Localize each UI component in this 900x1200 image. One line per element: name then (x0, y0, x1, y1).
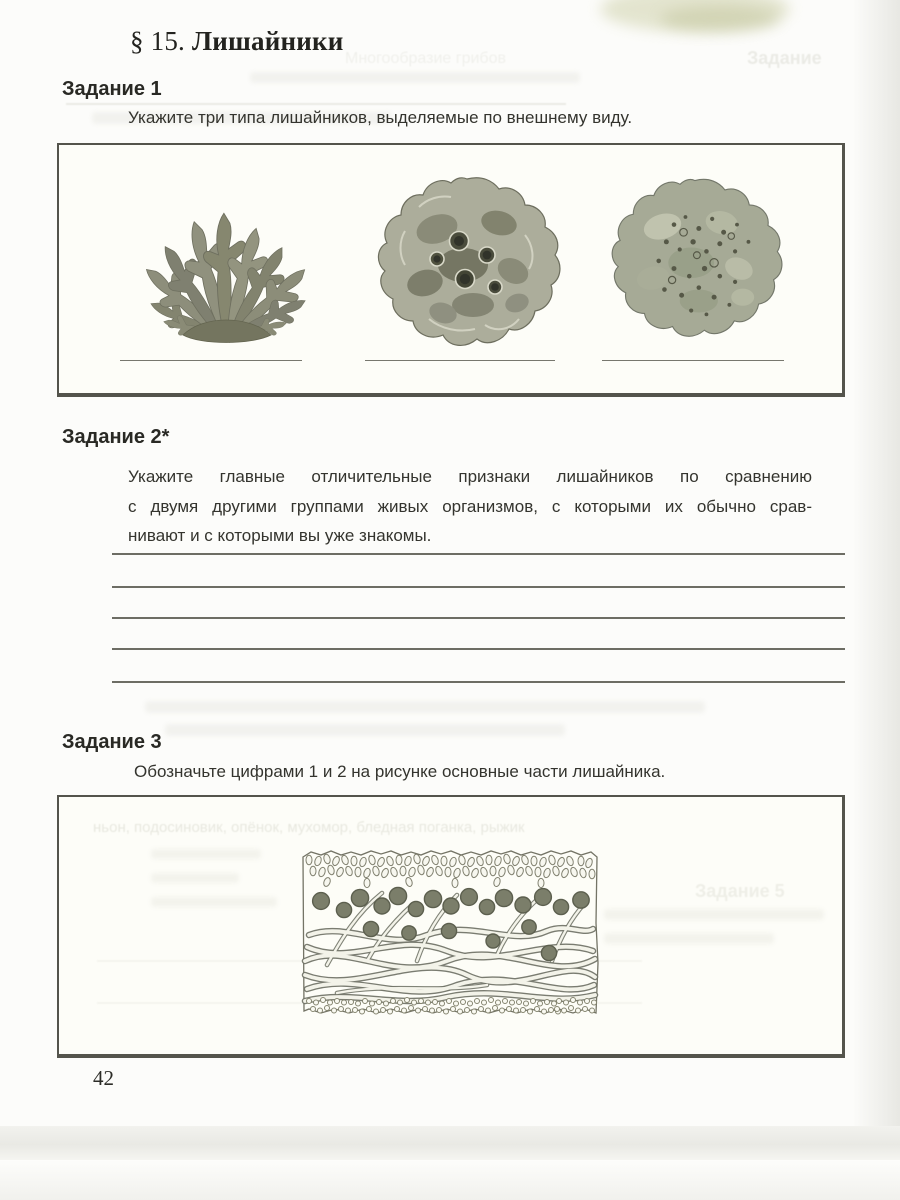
task1-instruction: Укажите три типа лишайников, выделяемые по внешнему виду. (128, 108, 633, 127)
section-mark: § 15. (130, 26, 185, 56)
section-title: Лишайники (191, 26, 344, 56)
scan-stain-2 (660, 6, 780, 32)
bleedthrough-task-label: Задание (747, 48, 822, 68)
task2-answer-line-2 (112, 586, 845, 588)
task1-answer-line-3 (602, 360, 784, 361)
task2-instruction-line: Укажите главные отличительные признаки лишайников по сравнению (128, 467, 812, 486)
task2-answer-line-5 (112, 681, 845, 683)
lichen-cross-section-diagram (297, 843, 603, 1019)
bleedthrough-smudge (604, 933, 774, 944)
page-title (130, 26, 344, 57)
foliose-lichen-illustration (367, 171, 569, 351)
bleedthrough-smudge (165, 724, 565, 736)
bleedthrough-smudge (151, 897, 277, 907)
task1-heading: Задание 1 (62, 78, 162, 100)
bleedthrough-task-label: Задание 5 (695, 881, 785, 901)
fruticose-lichen-illustration (119, 165, 331, 353)
bleedthrough-rule (66, 103, 566, 105)
task3-instruction: Обозначьте цифрами 1 и 2 на рисунке основные части лишайника. (134, 762, 666, 781)
task2-answer-line-3 (112, 617, 845, 619)
task2-instruction (128, 462, 812, 551)
bleedthrough-smudge (151, 873, 239, 883)
task3-heading: Задание 3 (62, 731, 162, 753)
foliose-dotted-lichen-illustration (599, 175, 791, 343)
scan-bottom-band (0, 1126, 900, 1160)
bleedthrough-smudge (145, 701, 705, 713)
scan-edge-shading (852, 0, 900, 1200)
scan-bottom-band-2 (0, 1160, 900, 1200)
bleedthrough-smudge (604, 909, 824, 920)
task1-answer-line-2 (365, 360, 555, 361)
task2-instruction-line: нивают и с которыми вы уже знакомы. (128, 526, 432, 545)
task2-answer-line-1 (112, 553, 845, 555)
page-number: 42 (93, 1066, 114, 1090)
task1-figure-box (57, 143, 845, 397)
bleedthrough-heading: Многообразие грибов (345, 50, 506, 67)
task1-answer-line-1 (120, 360, 302, 361)
bleedthrough-smudge (151, 849, 261, 859)
task2-answer-line-4 (112, 648, 845, 650)
task2-heading: Задание 2* (62, 426, 170, 448)
bleedthrough-mushroom-list: ньон, подосиновик, опёнок, мухомор, бледная поганка, рыжик (93, 819, 525, 836)
task3-figure-box (57, 795, 845, 1058)
bleedthrough-smudge (250, 72, 580, 83)
task2-instruction-line: с двумя другими группами живых организмов, с которыми их обычно срав- (128, 496, 812, 516)
